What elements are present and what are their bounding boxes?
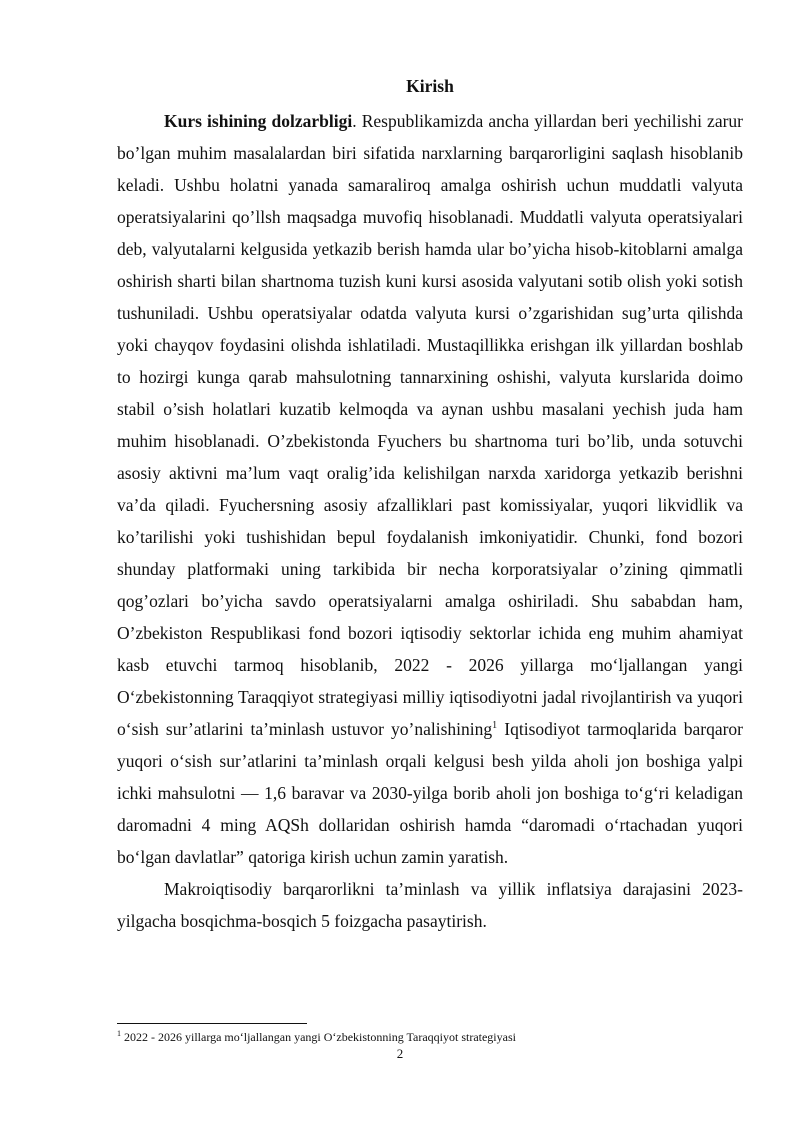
footnote-reference[interactable]: 1	[492, 720, 498, 732]
paragraph-text-part2: Iqtisodiyot tarmoqlarida barqaror yuqori o‘sish sur’atlarini ta’minlash orqali kelgusi besh yilda aholi jon boshiga yalpi ichki mahsulotni — 1,6 baravar va 2030-yilga borib aholi jon boshiga to‘g‘ri keladigan daromadni 4 ming AQSh dollaridan oshirish hamda “daromadi o‘rtachadan yuqori bo‘lgan davlatlar” qatoriga kirish uchun zamin yaratish.	[117, 719, 743, 867]
footnote-text: 2022 - 2026 yillarga mo‘ljallangan yangi O‘zbekistonning Taraqqiyot strategiyasi	[121, 1030, 516, 1044]
paragraph-macro-stability: Makroiqtisodiy barqarorlikni ta’minlash va yillik inflatsiya darajasini 2023-yilgacha bosqichma-bosqich 5 foizgacha pasaytirish.	[117, 879, 743, 931]
footnote-divider	[117, 1023, 307, 1024]
page-number: 2	[396, 1046, 404, 1061]
paragraph-relevance	[117, 105, 743, 873]
section-title: Kirish	[406, 76, 454, 96]
paragraph-text-part1: . Respublikamizda ancha yillardan beri yechilishi zarur bo’lgan muhim masalalardan biri sifatida narxlarning barqarorligini saqlash hisoblanib keladi. Ushbu holatni yanada samaraliroq amalga oshirish uchun muddatli valyuta operatsiyalarini qo’llsh maqsadga muvofiq hisoblanadi. Muddatli valyuta operatsiyalari deb, valyutalarni kelgusida yetkazib berish hamda ular bo’yicha hisob-kitoblarni amalga oshirish sharti bilan shartnoma tuzish kuni kursi asosida valyutani sotib olish yoki sotish tushuniladi. Ushbu operatsiyalar odatda valyuta kursi o’zgarishidan sug’urta qilishda yoki chayqov foydasini olishda ishlatiladi. Mustaqillikka erishgan ilk yillardan boshlab to hozirgi kunga qarab mahsulotning tannarxining oshishi, valyuta kurslarida doimo stabil o’sish holatlari kuzatib kelmoqda va aynan ushbu masalani yechish juda ham muhim hisoblanadi. O’zbekistonda Fyuchers bu shartnoma turi bo’lib, unda sotuvchi asosiy aktivni ma’lum vaqt oralig’ida kelishilgan narxda xaridorga yetkazib berishni va’da qiladi. Fyuchersning asosiy afzalliklari past komissiyalar, yuqori likvidlik va ko’tarilishi yoki tushishidan bepul foydalanish imkoniyatidir. Chunki, fond bozori shunday platformaki uning tarkibida bir necha korporatsiyalar o’zining qimmatli qog’ozlari bo’yicha savdo operatsiyalarni amalga oshiriladi. Shu sababdan ham, O’zbekiston Respublikasi fond bozori iqtisodiy sektorlar ichida eng muhim ahamiyat kasb etuvchi tarmoq hisoblanib, 2022 - 2026 yillarga mo‘ljallangan yangi O‘zbekistonning Taraqqiyot strategiyasi milliy iqtisodiyotni jadal rivojlantirish va yuqori o‘sish sur’atlarini ta’minlash ustuvor yo’nalishining	[117, 111, 743, 739]
footnote	[117, 1030, 743, 1045]
document-body	[117, 72, 743, 937]
footnote-marker: 1	[117, 1029, 121, 1038]
paragraph-lead: Kurs ishining dolzarbligi	[164, 111, 353, 131]
